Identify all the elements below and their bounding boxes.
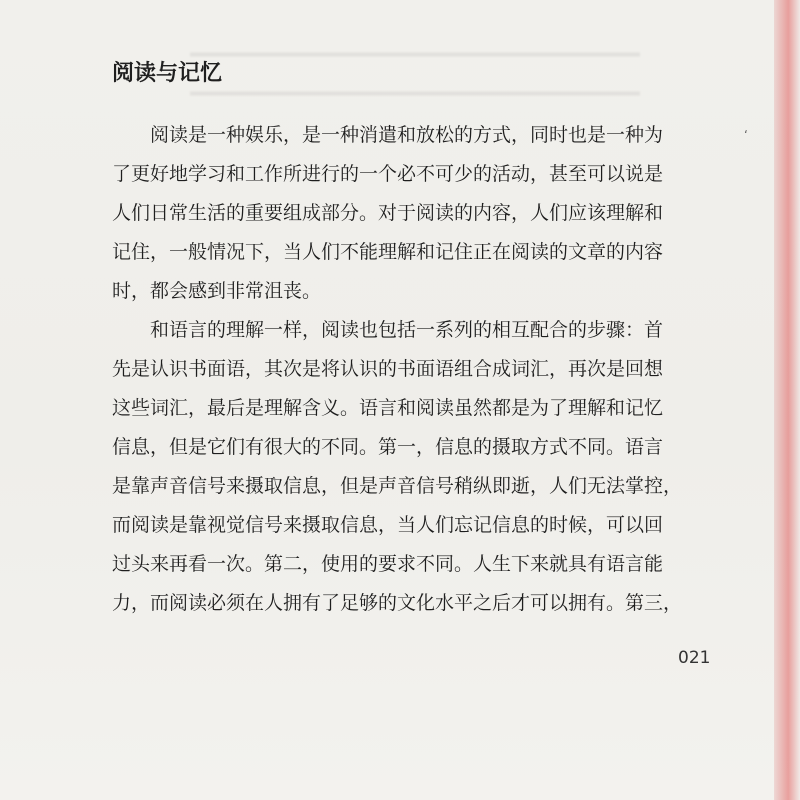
- paragraph-2-line-6: 而阅读是靠视觉信号来摄取信息，当人们忘记信息的时候，可以回: [112, 514, 664, 536]
- paragraph-2-line-5: 是靠声音信号来摄取信息，但是声音信号稍纵即逝，人们无法掌控，: [112, 475, 683, 497]
- body-text: [112, 116, 702, 623]
- page-heading: 阅读与记忆: [112, 61, 223, 86]
- paragraph-1-line-2: 了更好地学习和工作所进行的一个必不可少的活动，甚至可以说是: [112, 163, 664, 185]
- paragraph-2-line-1: 和语言的理解一样，阅读也包括一系列的相互配合的步骤：首: [150, 319, 664, 341]
- page-number: 021: [678, 648, 711, 668]
- paragraph-2-line-3: 这些词汇，最后是理解含义。语言和阅读虽然都是为了理解和记忆: [112, 397, 664, 419]
- paragraph-2-line-7: 过头来再看一次。第二，使用的要求不同。人生下来就具有语言能: [112, 553, 664, 575]
- edge-mark: ‘: [744, 128, 748, 142]
- bleed-through-text: [190, 18, 640, 128]
- paragraph-1-line-4: 记住，一般情况下，当人们不能理解和记住正在阅读的文章的内容: [112, 241, 664, 263]
- book-edge: [774, 0, 800, 800]
- paragraph-2-line-2: 先是认识书面语，其次是将认识的书面语组合成词汇，再次是回想: [112, 358, 664, 380]
- paragraph-2-line-4: 信息，但是它们有很大的不同。第一，信息的摄取方式不同。语言: [112, 436, 664, 458]
- paragraph-1-line-5: 时，都会感到非常沮丧。: [112, 280, 322, 302]
- paragraph-2-line-8: 力，而阅读必须在人拥有了足够的文化水平之后才可以拥有。第三，: [112, 592, 683, 614]
- paragraph-1-line-3: 人们日常生活的重要组成部分。对于阅读的内容，人们应该理解和: [112, 202, 664, 224]
- paragraph-1-line-1: 阅读是一种娱乐，是一种消遣和放松的方式，同时也是一种为: [150, 124, 664, 146]
